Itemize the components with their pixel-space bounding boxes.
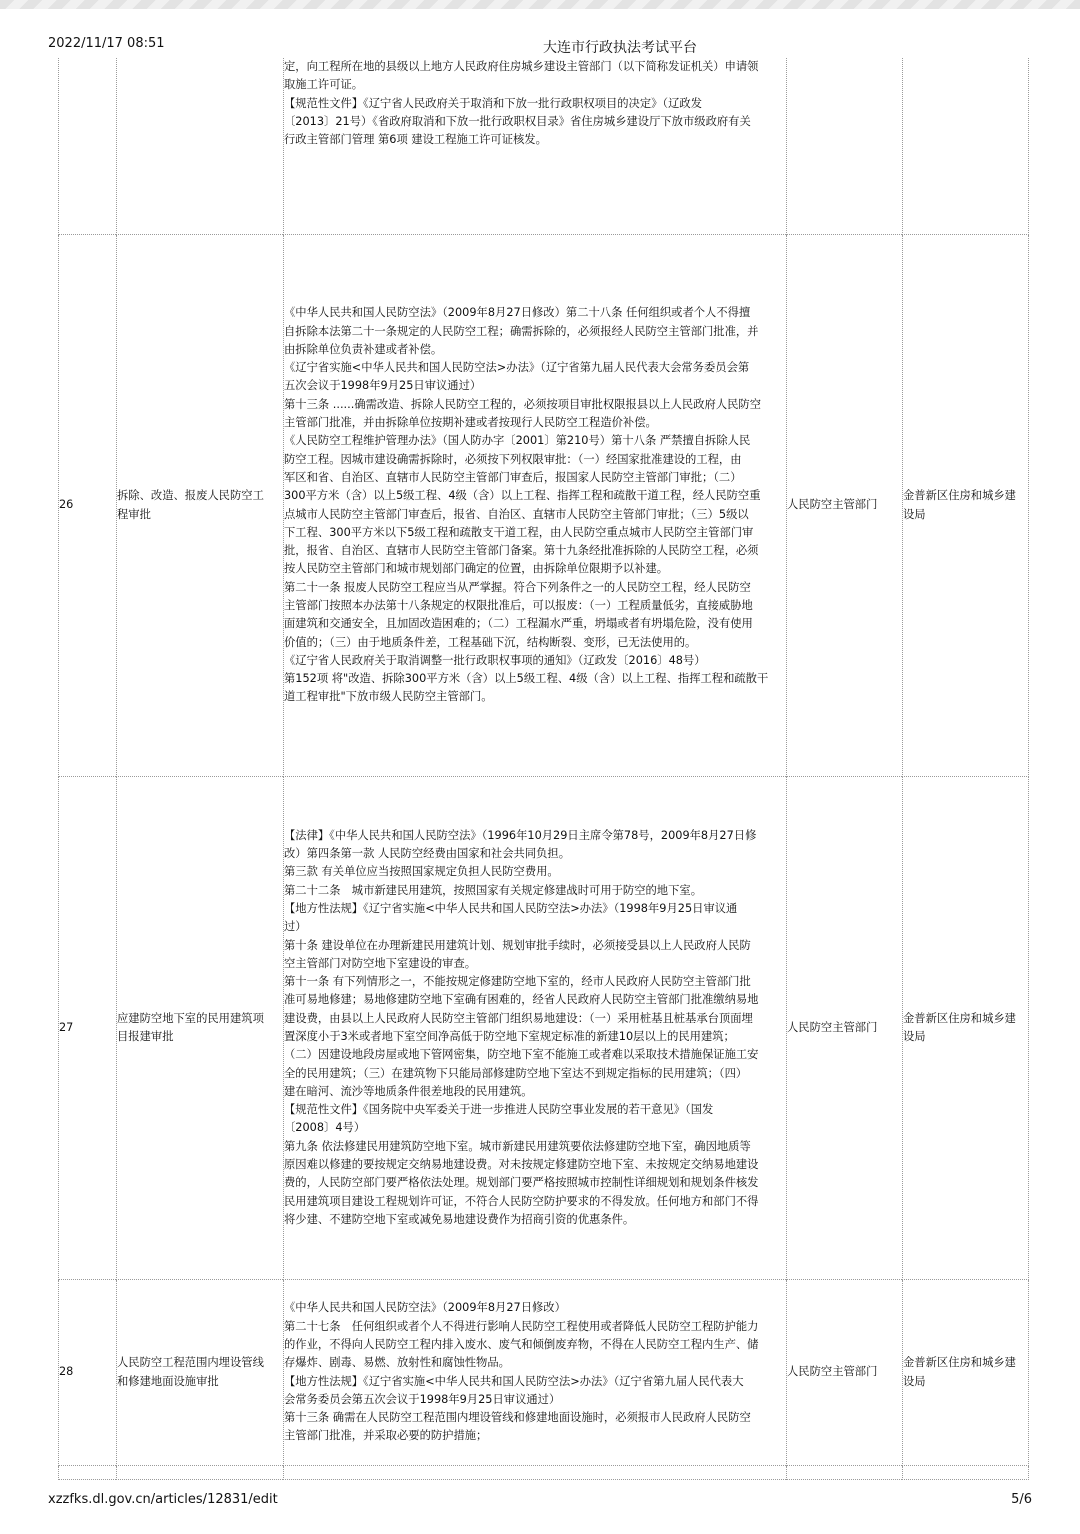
law-items-table (58, 58, 1029, 1480)
table-cell-next-row (283, 1466, 786, 1480)
table-cell-basis (283, 1280, 786, 1466)
table-cell-next-row (116, 1466, 283, 1480)
table-cell-item (116, 58, 283, 235)
browser-print-top-strip (0, 0, 1080, 9)
page-title: 大连市行政执法考试平台 (543, 40, 697, 56)
table-cell-item: 应建防空地下室的民用建筑项 目报建审批 (116, 777, 283, 1280)
table-cell-next-row (58, 1466, 116, 1480)
table-cell-department: 人民防空主管部门 (786, 235, 902, 777)
table-cell-index: 27 (58, 777, 116, 1280)
basis-text: 《中华人民共和国人民防空法》（2009年8月27日修改） 第二十七条 任何组织或者个人不得进行影响人民防空工程使用或者降低人民防空工程防护能力 的作业，不得向人民防空工程内排入废水、废气和倾倒废弃物，不得在人民防空工程内生产、储 存爆炸、剧毒、易燃、放射性和腐蚀性物品。 【地方性法规】《辽宁省实施<中华人民共和国人民防空法>办法》（辽宁省第九届人民代表大 会常务委员会第五次会议于1998年9月25日审议通过） 第十三条 确需在人民防空工程范围内埋设管线和修建地面设施时，必须报市人民政府人民防空 主管部门批准，并采取必要的防护措施； (284, 1301, 759, 1443)
page-url: xzzfks.dl.gov.cn/articles/12831/edit (48, 1492, 278, 1507)
table-cell-executor: 金普新区住房和城乡建 设局 (902, 777, 1029, 1280)
table-cell-department (786, 58, 902, 235)
table-cell-item: 拆除、改造、报废人民防空工 程审批 (116, 235, 283, 777)
table-cell-index: 26 (58, 235, 116, 777)
basis-text: 《中华人民共和国人民防空法》（2009年8月27日修改）第二十八条 任何组织或者个人不得擅 自拆除本法第二十一条规定的人民防空工程；确需拆除的，必须报经人民防空主管部门批准，并 由拆除单位负责补建或者补偿。 《辽宁省实施<中华人民共和国人民防空法>办法》（辽宁省第九届人民代表大会常务委员会第 五次会议于1998年9月25日审议通过） 第十三条 ......确需改造、拆除人民防空工程的，必须按项目审批权限报县以上人民政府人民防空 主管部门批准，并由拆除单位按期补建或者按现行人民防空工程造价补偿。 《人民防空工程维护管理办法》（国人防办字〔2001〕第210号）第十八条 严禁擅自拆除人民 防空工程。因城市建设确需拆除时，必须按下列权限审批：（一）经国家批准建设的工程，由 军区和省、自治区、直辖市人民防空主管部门审查后，报国家人民防空主管部门审批；（二） 300平方米（含）以上5级工程、4级（含）以上工程、指挥工程和疏散干道工程，经人民防空重 点城市人民防空主管部门审查后，报省、自治区、直辖市人民防空主管部门审批；（三）5级以 下工程、300平方米以下5级工程和疏散支干道工程，由人民防空重点城市人民防空主管部门审 批，报省、自治区、直辖市人民防空主管部门备案。第十九条经批准拆除的人民防空工程，必须 按人民防空主管部门和城市规划部门确定的位置，由拆除单位限期予以补建。 第二十一条 报废人民防空工程应当从严掌握。符合下列条件之一的人民防空工程，经人民防空 主管部门按照本办法第十八条规定的权限批准后，可以报废：（一）工程质量低劣，直接威胁地 面建筑和交通安全，且加固改造困难的；（二）工程漏水严重，坍塌或者有坍塌危险，没有使用 价值的；（三）由于地质条件差，工程基础下沉，结构断裂、变形，已无法使用的。 《辽宁省人民政府关于取消调整一批行政职权事项的通知》（辽政发〔2016〕48号） 第152项 将"改造、拆除300平方米（含）以上5级工程、4级（含）以上工程、指挥工程和疏散干 道工程审批"下放市级人民防空主管部门。 (284, 306, 769, 704)
table-cell-executor: 金普新区住房和城乡建 设局 (902, 1280, 1029, 1466)
basis-text: 定，向工程所在地的县级以上地方人民政府住房城乡建设主管部门（以下简称发证机关）申请领 取施工许可证。 【规范性文件】《辽宁省人民政府关于取消和下放一批行政职权项目的决定》（辽政发 〔2013〕21号）《省政府取消和下放一批行政职权目录》省住房城乡建设厅下放市级政府有关 行政主管部门管理 第6项 建设工程施工许可证核发。 (284, 60, 759, 147)
table-cell-department: 人民防空主管部门 (786, 1280, 902, 1466)
basis-text: 【法律】《中华人民共和国人民防空法》（1996年10月29日主席令第78号，2009年8月27日修 改）第四条第一款 人民防空经费由国家和社会共同负担。 第三款 有关单位应当按照国家规定负担人民防空费用。 第二十二条 城市新建民用建筑，按照国家有关规定修建战时可用于防空的地下室。 【地方性法规】《辽宁省实施<中华人民共和国人民防空法>办法》（1998年9月25日审议通 过） 第十条 建设单位在办理新建民用建筑计划、规划审批手续时，必须接受县以上人民政府人民防 空主管部门对防空地下室建设的审查。 第十一条 有下列情形之一，不能按规定修建防空地下室的，经市人民政府人民防空主管部门批 准可易地修建；易地修建防空地下室确有困难的，经省人民政府人民防空主管部门批准缴纳易地 建设费，由县以上人民政府人民防空主管部门组织易地建设：（一）采用桩基且桩基承台顶面埋 置深度小于3米或者地下室空间净高低于防空地下室规定标准的新建10层以上的民用建筑； （二）因建设地段房屋或地下管网密集，防空地下室不能施工或者难以采取技术措施保证施工安 全的民用建筑；（三）在建筑物下只能局部修建防空地下室达不到规定指标的民用建筑；（四） 建在暗河、流沙等地质条件很差地段的民用建筑。 【规范性文件】《国务院中央军委关于进一步推进人民防空事业发展的若干意见》（国发 〔2008〕4号） 第九条 依法修建民用建筑防空地下室。城市新建民用建筑要依法修建防空地下室，确因地质等 原因难以修建的要按规定交纳易地建设费。对未按规定修建防空地下室、未按规定交纳易地建设 费的，人民防空部门要严格依法处理。规划部门要严格按照城市控制性详细规划和规划条件核发 民用建筑项目建设工程规划许可证，不符合人民防空防护要求的不得发放。任何地方和部门不得 将少建、不建防空地下室或减免易地建设费作为招商引资的优惠条件。 (284, 828, 759, 1226)
table-cell-item: 人民防空工程范围内埋设管线 和修建地面设施审批 (116, 1280, 283, 1466)
table-cell-next-row (902, 1466, 1029, 1480)
page-number: 5/6 (1011, 1492, 1032, 1507)
print-datetime: 2022/11/17 08:51 (48, 36, 165, 51)
table-cell-basis (283, 777, 786, 1280)
table-cell-department: 人民防空主管部门 (786, 777, 902, 1280)
table-cell-index (58, 58, 116, 235)
table-cell-basis (283, 235, 786, 777)
table-cell-basis (283, 58, 786, 235)
table-cell-next-row (786, 1466, 902, 1480)
table-cell-executor: 金普新区住房和城乡建 设局 (902, 235, 1029, 777)
table-cell-executor (902, 58, 1029, 235)
table-cell-index: 28 (58, 1280, 116, 1466)
